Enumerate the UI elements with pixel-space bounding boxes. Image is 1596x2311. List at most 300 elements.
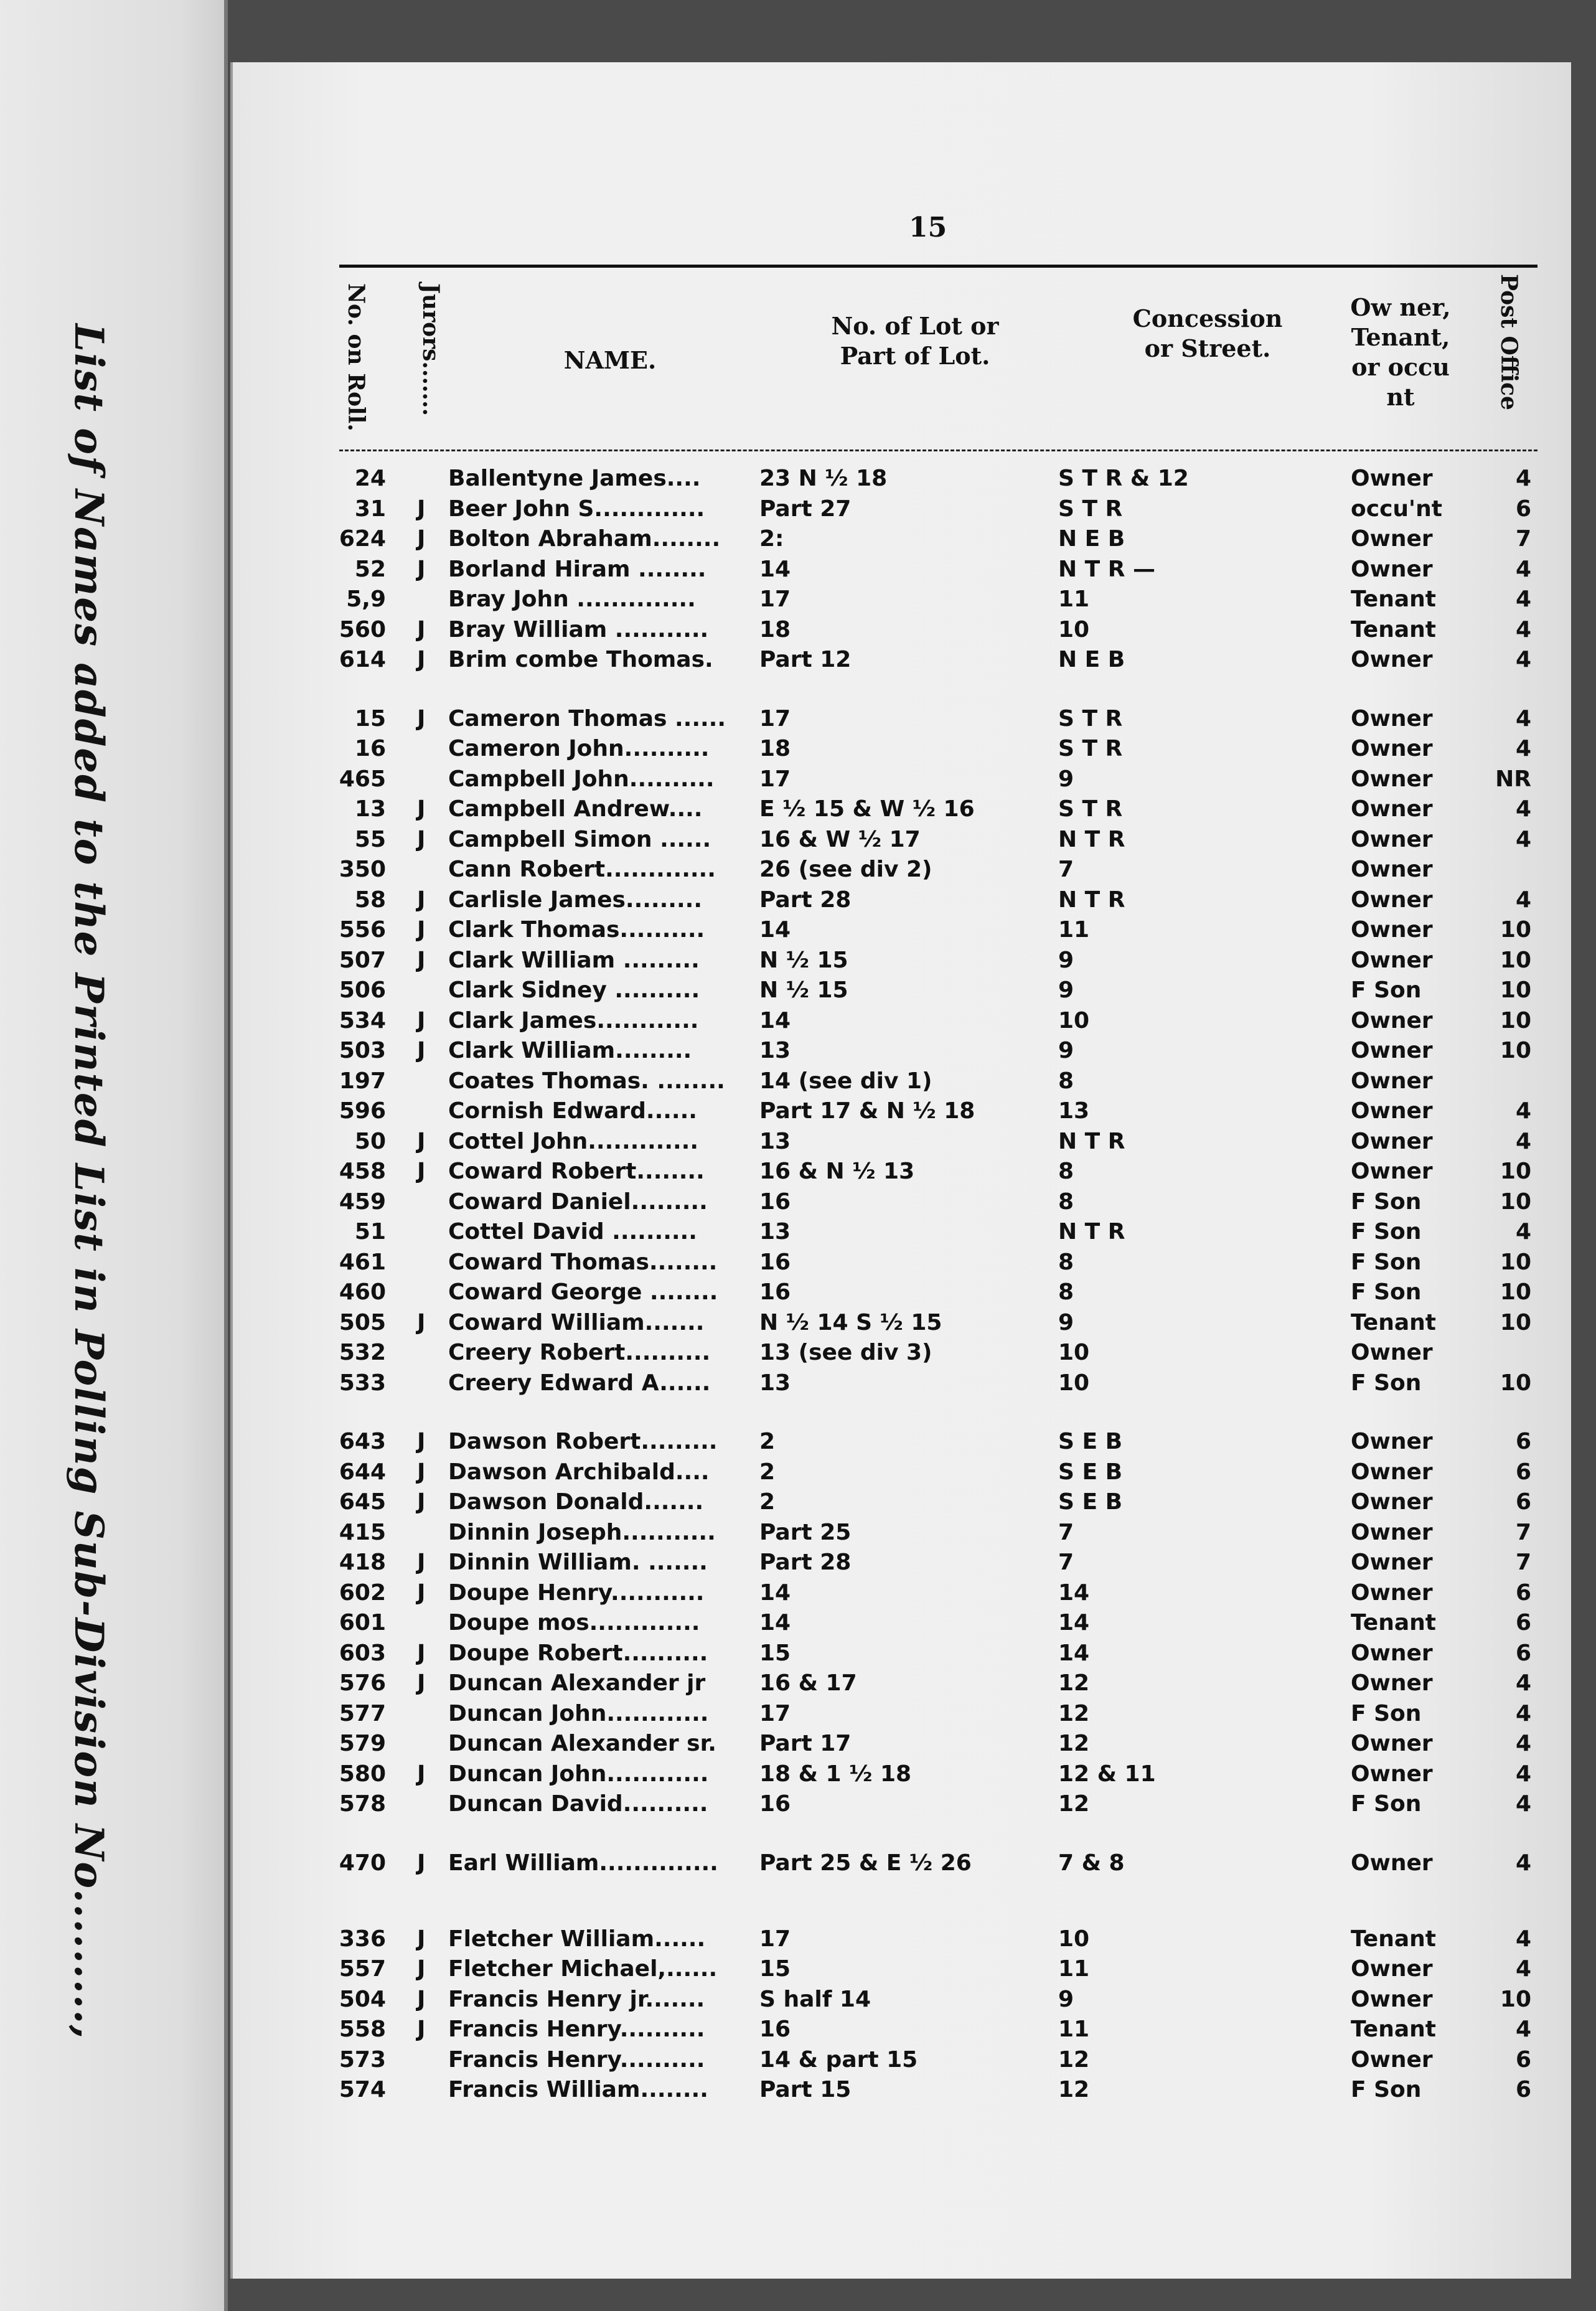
- lot-number: Part 28: [759, 1550, 852, 1576]
- post-office: 4: [1515, 1731, 1531, 1757]
- post-office: 6: [1515, 1640, 1531, 1666]
- roll-number: 415: [339, 1519, 386, 1545]
- concession: S E B: [1058, 1459, 1123, 1485]
- roll-number: 603: [339, 1640, 386, 1666]
- concession: 9: [1058, 1309, 1074, 1335]
- lot-number: 16 & W ½ 17: [759, 826, 921, 852]
- person-name: Beer John S.............: [448, 496, 705, 522]
- person-name: Duncan Alexander sr.: [448, 1731, 716, 1757]
- concession: 8: [1058, 1188, 1074, 1215]
- person-name: Doupe mos.............: [448, 1610, 700, 1636]
- lot-number: 14: [759, 1007, 791, 1033]
- person-name: Ballentyne James....: [448, 466, 701, 491]
- post-office: 4: [1515, 1098, 1531, 1124]
- roll-number: 197: [339, 1068, 386, 1094]
- lot-number: 17: [759, 586, 791, 612]
- roll-number: 350: [339, 857, 386, 883]
- post-office: 6: [1515, 2046, 1531, 2073]
- person-name: Dawson Robert.........: [448, 1429, 718, 1455]
- concession: S T R: [1058, 736, 1123, 762]
- juror-mark: J: [417, 1128, 426, 1154]
- owner-status: Owner: [1351, 1459, 1433, 1485]
- person-name: Coward Daniel.........: [448, 1188, 708, 1215]
- concession: S E B: [1058, 1489, 1123, 1515]
- post-office: 10: [1500, 1007, 1531, 1033]
- lot-number: 16: [759, 1188, 791, 1215]
- lot-number: 13: [759, 1038, 791, 1064]
- concession: 12 & 11: [1058, 1761, 1156, 1787]
- lot-number: Part 28: [759, 887, 852, 913]
- owner-status: Owner: [1351, 1429, 1433, 1455]
- post-office: 10: [1500, 947, 1531, 973]
- person-name: Cameron John..........: [448, 736, 710, 762]
- roll-number: 577: [339, 1700, 386, 1726]
- post-office: 6: [1515, 1459, 1531, 1485]
- post-office: 4: [1515, 1791, 1531, 1817]
- lot-number: Part 12: [759, 647, 852, 672]
- post-office: 4: [1515, 1850, 1531, 1876]
- owner-status: Owner: [1351, 1850, 1433, 1876]
- post-office: 4: [1515, 556, 1531, 582]
- roll-number: 52: [354, 556, 386, 582]
- concession: S T R & 12: [1058, 466, 1189, 491]
- concession: N T R: [1058, 826, 1125, 852]
- person-name: Dawson Archibald....: [448, 1459, 710, 1485]
- concession: 14: [1058, 1579, 1090, 1606]
- post-office: 4: [1515, 705, 1531, 732]
- concession: 7: [1058, 1550, 1074, 1576]
- lot-number: 16 & N ½ 13: [759, 1159, 915, 1185]
- roll-number: 24: [354, 466, 386, 491]
- roll-number: 534: [339, 1007, 386, 1033]
- owner-status: Tenant: [1351, 616, 1436, 642]
- owner-status: Owner: [1351, 796, 1433, 822]
- person-name: Doupe Robert..........: [448, 1640, 708, 1666]
- person-name: Cottel John.............: [448, 1128, 699, 1154]
- roll-number: 579: [339, 1731, 386, 1757]
- concession: 8: [1058, 1249, 1074, 1275]
- roll-number: 533: [339, 1370, 386, 1396]
- concession: S T R: [1058, 796, 1123, 822]
- person-name: Fletcher Michael,......: [448, 1956, 718, 1982]
- roll-number: 5,9: [346, 586, 386, 612]
- juror-mark: J: [417, 887, 426, 913]
- owner-status: Owner: [1351, 1579, 1433, 1606]
- person-name: Francis Henry..........: [448, 2046, 705, 2073]
- person-name: Coates Thomas. ........: [448, 1068, 725, 1094]
- roll-number: 460: [339, 1279, 386, 1306]
- lot-number: 2: [759, 1489, 776, 1515]
- person-name: Cottel David ..........: [448, 1219, 697, 1245]
- post-office: 6: [1515, 496, 1531, 522]
- lot-number: 17: [759, 1926, 791, 1952]
- lot-number: 16 & 17: [759, 1670, 857, 1697]
- roll-number: 556: [339, 917, 386, 943]
- concession: 9: [1058, 1038, 1074, 1064]
- person-name: Coward William.......: [448, 1309, 705, 1335]
- post-office: 4: [1515, 826, 1531, 852]
- concession: S T R: [1058, 705, 1123, 732]
- roll-number: 15: [354, 705, 386, 732]
- concession: S E B: [1058, 1429, 1123, 1455]
- roll-number: 505: [339, 1309, 386, 1335]
- concession: 10: [1058, 616, 1090, 642]
- lot-number: 16: [759, 1791, 791, 1817]
- post-office: 4: [1515, 1956, 1531, 1982]
- roll-number: 459: [339, 1188, 386, 1215]
- owner-status: Owner: [1351, 826, 1433, 852]
- lot-number: E ½ 15 & W ½ 16: [759, 796, 975, 822]
- owner-status: Owner: [1351, 1550, 1433, 1576]
- person-name: Campbell John..........: [448, 766, 715, 792]
- person-name: Dawson Donald.......: [448, 1489, 704, 1515]
- header-bottom-rule: [339, 449, 1537, 451]
- concession: 8: [1058, 1068, 1074, 1094]
- roll-number: 644: [339, 1459, 386, 1485]
- post-office: 7: [1515, 1550, 1531, 1576]
- owner-status: Owner: [1351, 1068, 1433, 1094]
- concession: 10: [1058, 1926, 1090, 1952]
- page-number: 15: [909, 212, 947, 243]
- lot-number: 14: [759, 556, 791, 582]
- post-office: 4: [1515, 1926, 1531, 1952]
- owner-status: Owner: [1351, 736, 1433, 762]
- juror-mark: J: [417, 796, 426, 822]
- person-name: Creery Robert..........: [448, 1340, 711, 1366]
- roll-number: 602: [339, 1579, 386, 1606]
- lot-number: 23 N ½ 18: [759, 466, 888, 491]
- juror-mark: J: [417, 1309, 426, 1335]
- post-office: 6: [1515, 1579, 1531, 1606]
- owner-status: F Son: [1351, 1370, 1422, 1396]
- roll-number: 470: [339, 1850, 386, 1876]
- header-post-office: Post Office: [1496, 274, 1522, 410]
- person-name: Coward Robert........: [448, 1159, 705, 1185]
- juror-mark: J: [417, 1986, 426, 2012]
- concession: 9: [1058, 977, 1074, 1004]
- person-name: Clark James............: [448, 1007, 699, 1033]
- concession: 9: [1058, 947, 1074, 973]
- owner-status: Owner: [1351, 1128, 1433, 1154]
- header-name: NAME.: [563, 346, 657, 374]
- person-name: Dinnin Joseph...........: [448, 1519, 716, 1545]
- lot-number: 13: [759, 1219, 791, 1245]
- owner-status: Owner: [1351, 647, 1433, 672]
- lot-number: 16: [759, 1279, 791, 1306]
- header-owner: Ow ner, Tenant, or occu nt: [1350, 293, 1451, 411]
- roll-number: 13: [354, 796, 386, 822]
- juror-mark: J: [417, 616, 426, 642]
- lot-number: 13: [759, 1370, 791, 1396]
- roll-number: 624: [339, 526, 386, 552]
- header-lot: No. of Lot or Part of Lot.: [831, 312, 999, 370]
- owner-status: Tenant: [1351, 1309, 1436, 1335]
- post-office: 6: [1515, 1610, 1531, 1636]
- lot-number: 18: [759, 736, 791, 762]
- owner-status: Owner: [1351, 766, 1433, 792]
- person-name: Fletcher William......: [448, 1926, 706, 1952]
- post-office: 4: [1515, 1761, 1531, 1787]
- lot-number: 13: [759, 1128, 791, 1154]
- person-name: Carlisle James.........: [448, 887, 702, 913]
- lot-number: 2: [759, 1429, 776, 1455]
- juror-mark: J: [417, 647, 426, 672]
- concession: 7: [1058, 857, 1074, 883]
- concession: 11: [1058, 917, 1090, 943]
- owner-status: F Son: [1351, 1219, 1422, 1245]
- concession: 10: [1058, 1007, 1090, 1033]
- owner-status: Tenant: [1351, 2017, 1436, 2043]
- concession: 10: [1058, 1370, 1090, 1396]
- person-name: Bolton Abraham........: [448, 526, 721, 552]
- lot-number: 14: [759, 917, 791, 943]
- roll-number: 465: [339, 766, 386, 792]
- concession: 12: [1058, 2077, 1090, 2103]
- roll-number: 601: [339, 1610, 386, 1636]
- lot-number: 18 & 1 ½ 18: [759, 1761, 912, 1787]
- person-name: Clark Sidney ..........: [448, 977, 700, 1004]
- person-name: Dinnin William. .......: [448, 1550, 708, 1576]
- concession: 7: [1058, 1519, 1074, 1545]
- lot-number: 18: [759, 616, 791, 642]
- post-office: 10: [1500, 977, 1531, 1004]
- lot-number: Part 17 & N ½ 18: [759, 1098, 975, 1124]
- concession: N T R —: [1058, 556, 1156, 582]
- concession: 11: [1058, 1956, 1090, 1982]
- post-office: 4: [1515, 466, 1531, 491]
- owner-status: Owner: [1351, 1761, 1433, 1787]
- lot-number: Part 17: [759, 1731, 852, 1757]
- lot-number: 14 (see div 1): [759, 1068, 932, 1094]
- juror-mark: J: [417, 947, 426, 973]
- lot-number: 2: [759, 1459, 776, 1485]
- post-office: 7: [1515, 1519, 1531, 1545]
- juror-mark: J: [417, 1038, 426, 1064]
- person-name: Borland Hiram ........: [448, 556, 706, 582]
- owner-status: Owner: [1351, 1640, 1433, 1666]
- lot-number: 13 (see div 3): [759, 1340, 932, 1366]
- lot-number: Part 25: [759, 1519, 852, 1545]
- owner-status: Owner: [1351, 1519, 1433, 1545]
- lot-number: 14: [759, 1610, 791, 1636]
- juror-mark: J: [417, 1956, 426, 1982]
- lot-number: 15: [759, 1640, 791, 1666]
- owner-status: Owner: [1351, 1731, 1433, 1757]
- concession: 12: [1058, 1791, 1090, 1817]
- lot-number: N ½ 15: [759, 977, 848, 1004]
- concession: N E B: [1058, 526, 1125, 552]
- concession: N T R: [1058, 1128, 1125, 1154]
- roll-number: 578: [339, 1791, 386, 1817]
- post-office: 10: [1500, 1279, 1531, 1306]
- juror-mark: J: [417, 1579, 426, 1606]
- post-office: 4: [1515, 887, 1531, 913]
- roll-number: 614: [339, 647, 386, 672]
- lot-number: 15: [759, 1956, 791, 1982]
- roll-number: 580: [339, 1761, 386, 1787]
- person-name: Duncan John............: [448, 1761, 709, 1787]
- owner-status: Owner: [1351, 917, 1433, 943]
- lot-number: N ½ 15: [759, 947, 848, 973]
- header-no-on-roll: No. on Roll.: [343, 283, 369, 431]
- juror-mark: J: [417, 1550, 426, 1576]
- person-name: Coward George ........: [448, 1279, 718, 1306]
- roll-number: 336: [339, 1926, 386, 1952]
- juror-mark: J: [417, 556, 426, 582]
- owner-status: Tenant: [1351, 586, 1436, 612]
- person-name: Clark William .........: [448, 947, 700, 973]
- owner-status: F Son: [1351, 977, 1422, 1004]
- person-name: Francis Henry..........: [448, 2017, 705, 2043]
- post-office: 4: [1515, 647, 1531, 672]
- owner-status: occu'nt: [1351, 496, 1442, 522]
- concession: 7 & 8: [1058, 1850, 1125, 1876]
- roll-number: 506: [339, 977, 386, 1004]
- owner-status: Tenant: [1351, 1926, 1436, 1952]
- concession: N T R: [1058, 887, 1125, 913]
- person-name: Bray John ..............: [448, 586, 696, 612]
- post-office: 4: [1515, 616, 1531, 642]
- lot-number: Part 25 & E ½ 26: [759, 1850, 972, 1876]
- concession: 11: [1058, 2017, 1090, 2043]
- juror-mark: J: [417, 705, 426, 732]
- concession: 9: [1058, 766, 1074, 792]
- juror-mark: J: [417, 917, 426, 943]
- owner-status: Owner: [1351, 2046, 1433, 2073]
- post-office: 4: [1515, 1700, 1531, 1726]
- juror-mark: J: [417, 1007, 426, 1033]
- roll-number: 573: [339, 2046, 386, 2073]
- owner-status: F Son: [1351, 1700, 1422, 1726]
- roll-number: 58: [354, 887, 386, 913]
- person-name: Earl William..............: [448, 1850, 718, 1876]
- concession: 13: [1058, 1098, 1090, 1124]
- roll-number: 458: [339, 1159, 386, 1185]
- person-name: Campbell Simon ......: [448, 826, 711, 852]
- lot-number: 16: [759, 1249, 791, 1275]
- header-jurors: Jurors.......: [418, 283, 444, 417]
- person-name: Coward Thomas........: [448, 1249, 718, 1275]
- owner-status: Owner: [1351, 466, 1433, 491]
- person-name: Creery Edward A......: [448, 1370, 711, 1396]
- owner-status: Owner: [1351, 1670, 1433, 1697]
- post-office: 4: [1515, 2017, 1531, 2043]
- owner-status: Owner: [1351, 857, 1433, 883]
- owner-status: Owner: [1351, 947, 1433, 973]
- roll-number: 532: [339, 1340, 386, 1366]
- lot-number: S half 14: [759, 1986, 871, 2012]
- roll-number: 560: [339, 616, 386, 642]
- roll-number: 596: [339, 1098, 386, 1124]
- post-office: 10: [1500, 1249, 1531, 1275]
- post-office: 4: [1515, 736, 1531, 762]
- juror-mark: J: [417, 1459, 426, 1485]
- post-office: 10: [1500, 1038, 1531, 1064]
- lot-number: N ½ 14 S ½ 15: [759, 1309, 942, 1335]
- concession: 8: [1058, 1159, 1074, 1185]
- post-office: 4: [1515, 1670, 1531, 1697]
- roll-number: 418: [339, 1550, 386, 1576]
- person-name: Doupe Henry...........: [448, 1579, 705, 1606]
- post-office: 10: [1500, 1309, 1531, 1335]
- side-title: List of Names added to the Printed List in Polling Sub-Division No.........,: [65, 324, 112, 2040]
- juror-mark: J: [417, 1761, 426, 1787]
- owner-status: Owner: [1351, 1038, 1433, 1064]
- person-name: Clark Thomas..........: [448, 917, 705, 943]
- post-office: 4: [1515, 586, 1531, 612]
- post-office: 7: [1515, 526, 1531, 552]
- person-name: Duncan John............: [448, 1700, 709, 1726]
- concession: S T R: [1058, 496, 1123, 522]
- lot-number: 26 (see div 2): [759, 857, 932, 883]
- concession: 14: [1058, 1610, 1090, 1636]
- concession: N T R: [1058, 1219, 1125, 1245]
- concession: 12: [1058, 1731, 1090, 1757]
- roll-number: 16: [354, 736, 386, 762]
- left-page-margin: [0, 0, 228, 2311]
- post-office: 4: [1515, 796, 1531, 822]
- concession: 9: [1058, 1986, 1074, 2012]
- owner-status: F Son: [1351, 1279, 1422, 1306]
- juror-mark: J: [417, 826, 426, 852]
- concession: N E B: [1058, 647, 1125, 672]
- juror-mark: J: [417, 1850, 426, 1876]
- post-office: 6: [1515, 1489, 1531, 1515]
- person-name: Duncan David..........: [448, 1791, 708, 1817]
- owner-status: F Son: [1351, 1791, 1422, 1817]
- person-name: Campbell Andrew....: [448, 796, 703, 822]
- header-concession: Concession or Street.: [1132, 304, 1283, 362]
- owner-status: Tenant: [1351, 1610, 1436, 1636]
- juror-mark: J: [417, 1159, 426, 1185]
- post-office: 4: [1515, 1219, 1531, 1245]
- juror-mark: J: [417, 2017, 426, 2043]
- post-office: 10: [1500, 1188, 1531, 1215]
- post-office: 10: [1500, 917, 1531, 943]
- roll-number: 55: [354, 826, 386, 852]
- owner-status: Owner: [1351, 1340, 1433, 1366]
- owner-status: Owner: [1351, 526, 1433, 552]
- roll-number: 574: [339, 2077, 386, 2103]
- owner-status: Owner: [1351, 1007, 1433, 1033]
- roll-number: 507: [339, 947, 386, 973]
- header-top-rule: [339, 265, 1537, 268]
- lot-number: 16: [759, 2017, 791, 2043]
- roll-number: 503: [339, 1038, 386, 1064]
- post-office: 6: [1515, 2077, 1531, 2103]
- person-name: Duncan Alexander jr: [448, 1670, 706, 1697]
- juror-mark: J: [417, 1640, 426, 1666]
- post-office: 4: [1515, 1128, 1531, 1154]
- lot-number: 14: [759, 1579, 791, 1606]
- owner-status: Owner: [1351, 1956, 1433, 1982]
- post-office: 10: [1500, 1159, 1531, 1185]
- post-office: 10: [1500, 1370, 1531, 1396]
- juror-mark: J: [417, 526, 426, 552]
- juror-mark: J: [417, 1429, 426, 1455]
- lot-number: 17: [759, 705, 791, 732]
- roll-number: 558: [339, 2017, 386, 2043]
- person-name: Bray William ...........: [448, 616, 709, 642]
- owner-status: Owner: [1351, 1098, 1433, 1124]
- concession: 12: [1058, 1700, 1090, 1726]
- person-name: Cornish Edward......: [448, 1098, 697, 1124]
- owner-status: F Son: [1351, 2077, 1422, 2103]
- concession: 10: [1058, 1340, 1090, 1366]
- roll-number: 645: [339, 1489, 386, 1515]
- person-name: Clark William.........: [448, 1038, 692, 1064]
- lot-number: Part 15: [759, 2077, 852, 2103]
